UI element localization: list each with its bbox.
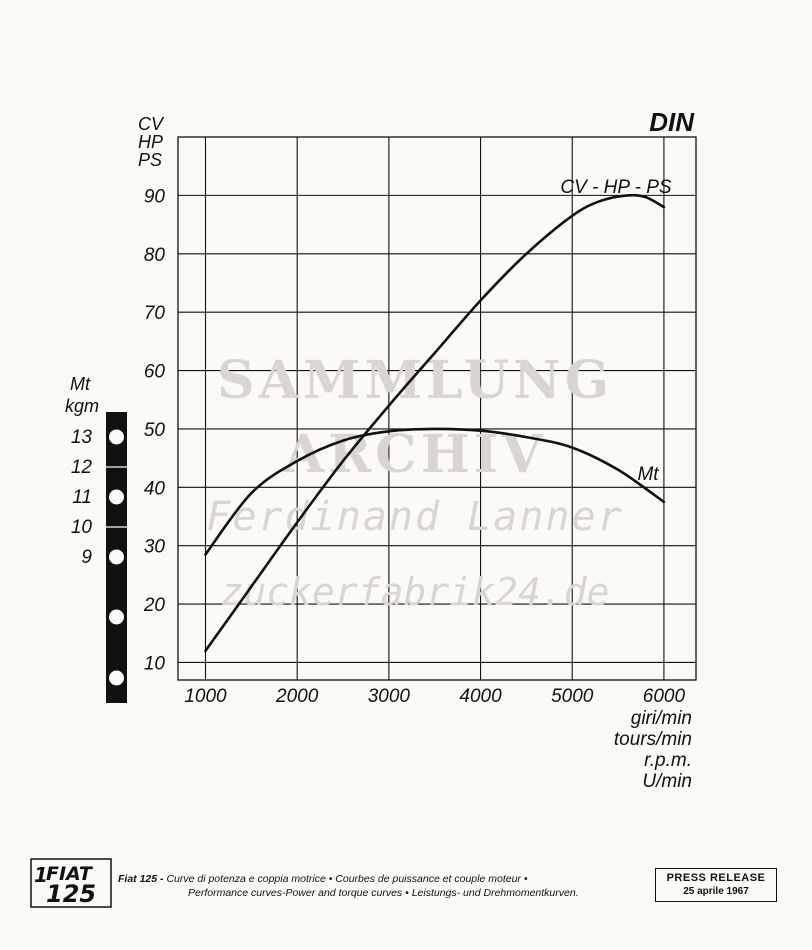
- torque-scale: [65, 374, 127, 703]
- torque-tick-label: 13: [70, 427, 92, 448]
- x-tick-label: 5000: [551, 686, 594, 707]
- x-tick-label: 4000: [459, 686, 502, 707]
- footer-caption: [118, 872, 648, 900]
- press-title: PRESS RELEASE: [666, 872, 766, 884]
- y-tick-label: 30: [143, 536, 165, 558]
- torque-tick-label: 10: [70, 517, 92, 538]
- torque-tick-label: 11: [72, 487, 92, 508]
- press-date: 25 aprile 1967: [683, 886, 749, 897]
- svg-text:125: 125: [46, 880, 97, 908]
- torque-tick-label: 12: [70, 457, 92, 478]
- x-axis-label: tours/min: [613, 729, 692, 750]
- torque-scale-dot: [109, 490, 124, 505]
- watermark-line3: Ferdinand Lanner: [206, 494, 624, 540]
- y-tick-label: 40: [143, 478, 165, 500]
- y-tick-label: 60: [143, 361, 165, 383]
- svg-text:FIAT: FIAT: [46, 863, 92, 885]
- watermark: [206, 350, 623, 614]
- y-axis-label: PS: [138, 150, 163, 170]
- y-tick-label: 20: [143, 595, 165, 617]
- torque-axis-label: Mt: [70, 374, 90, 394]
- y-tick-label: 10: [143, 653, 165, 675]
- torque-axis-label: kgm: [64, 396, 100, 416]
- caption-brand: Fiat 125 -: [118, 873, 164, 885]
- x-tick-label: 1000: [184, 686, 227, 707]
- x-axis-label: giri/min: [630, 708, 692, 729]
- fiat-125-logo: [30, 858, 112, 908]
- y-tick-label: 90: [143, 186, 165, 208]
- y-tick-label: 70: [143, 303, 165, 325]
- torque-scale-dot: [109, 550, 124, 565]
- watermark-line1: SAMMLUNG: [216, 350, 614, 411]
- x-tick-label: 3000: [367, 686, 411, 707]
- svg-text:1: 1: [34, 863, 48, 887]
- power-curve-label: CV - HP - PS: [560, 177, 672, 198]
- watermark-line4: zuckerfabrik24.de: [220, 570, 610, 614]
- x-axis-label: U/min: [642, 771, 692, 792]
- x-tick-label: 2000: [276, 686, 319, 707]
- y-axis-label: CV: [138, 114, 164, 134]
- torque-tick-label: 9: [81, 547, 92, 568]
- x-tick-label: 6000: [642, 686, 686, 707]
- y-tick-label: 80: [143, 244, 165, 266]
- torque-scale-dot: [109, 430, 124, 445]
- chart-title: DIN: [649, 107, 694, 137]
- caption-line1: Curve di potenza e coppia motrice • Courbes de puissance et couple moteur •: [166, 873, 528, 885]
- x-axis-label: r.p.m.: [644, 750, 692, 771]
- caption-line2: Performance curves-Power and torque curves • Leistungs- und Drehmomentkurven.: [188, 887, 579, 899]
- torque-scale-dot: [109, 671, 124, 686]
- torque-scale-dot: [109, 610, 124, 625]
- y-tick-label: 50: [143, 419, 165, 441]
- torque-curve-label: Mt: [637, 464, 659, 485]
- press-release-box: [655, 868, 777, 902]
- y-axis-label: HP: [138, 132, 164, 152]
- watermark-line2: ARCHIV: [283, 424, 547, 485]
